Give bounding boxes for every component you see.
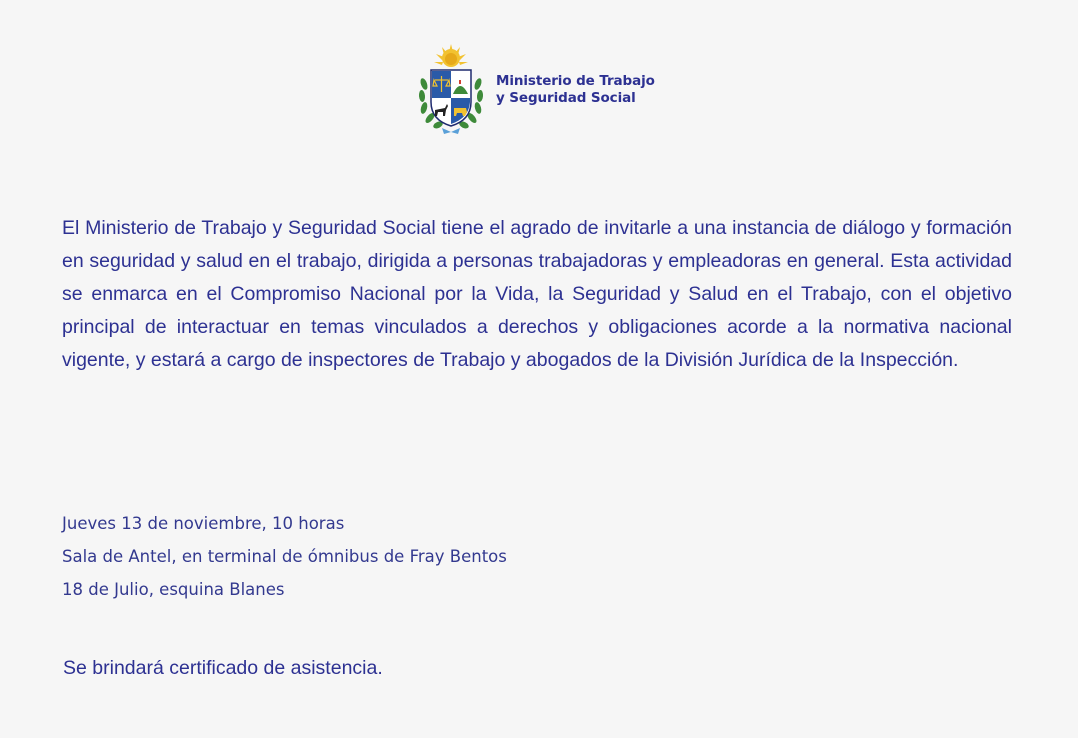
event-address: 18 de Julio, esquina Blanes <box>62 580 285 599</box>
ministry-name <box>496 73 655 107</box>
event-details <box>62 507 507 606</box>
ministry-name-line1: Ministerio de Trabajo <box>496 73 655 89</box>
ministry-name-line2: y Seguridad Social <box>496 90 636 106</box>
invitation-paragraph: El Ministerio de Trabajo y Seguridad Social tiene el agrado de invitarle a una instancia de diálogo y formación en seguridad y salud en el trabajo, dirigida a personas trabajadoras y empleadoras en general. Esta actividad se enmarca en el Compromiso Nacional por la Vida, la Seguridad y Salud en el Trabajo, con el objetivo principal de interactuar en temas vinculados a derechos y obligaciones acorde a la normativa nacional vigente, y estará a cargo de inspectores de Trabajo y abogados de la División Jurídica de la Inspección. <box>62 217 1012 371</box>
event-date: Jueves 13 de noviembre, 10 horas <box>62 514 345 533</box>
header <box>416 44 655 136</box>
coat-of-arms-icon <box>416 44 486 136</box>
event-venue: Sala de Antel, en terminal de ómnibus de Fray Bentos <box>62 547 507 566</box>
certificate-note: Se brindará certificado de asistencia. <box>63 657 383 679</box>
